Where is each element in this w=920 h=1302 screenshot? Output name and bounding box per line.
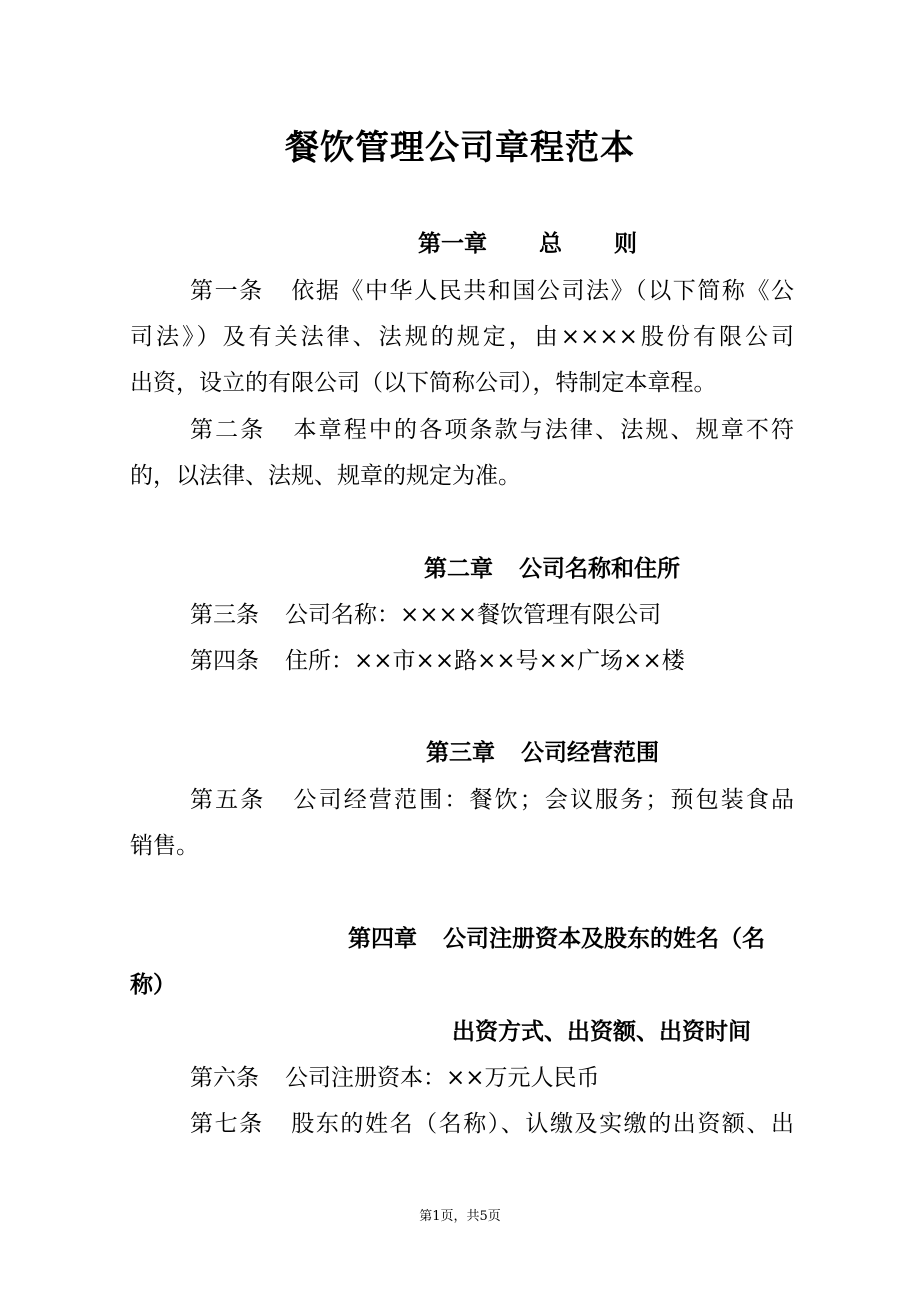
chapter-1-heading — [418, 227, 637, 261]
article-4-text: 住所：××市××路××号××广场××楼 — [285, 648, 685, 674]
chapter-3-number: 第三章 — [426, 740, 495, 766]
article-7-label: 第七条 — [190, 1111, 264, 1137]
chapter-4-heading-line-1 — [348, 922, 765, 956]
article-1-line-1 — [190, 274, 794, 308]
article-6 — [190, 1061, 794, 1095]
chapter-1-title-part-b: 则 — [614, 231, 637, 257]
page-footer: 第1页，共5页 — [419, 1209, 501, 1224]
article-6-label: 第六条 — [190, 1065, 259, 1091]
chapter-1-title-part-a: 总 — [539, 231, 562, 257]
chapter-4-subheading: 出资方式、出资额、出资时间 — [452, 1019, 751, 1045]
article-2-line-1 — [190, 413, 794, 447]
article-1-line-2: 司法》）及有关法律、法规的规定，由××××股份有限公司 — [130, 324, 794, 350]
article-4 — [190, 644, 794, 678]
article-7-line-1 — [190, 1107, 794, 1141]
article-1-line-3: 出资，设立的有限公司（以下简称公司），特制定本章程。 — [130, 370, 717, 396]
article-5-label: 第五条 — [190, 787, 266, 813]
article-1-label: 第一条 — [190, 278, 264, 304]
article-1-text-1: 依据《中华人民共和国公司法》（以下简称《公 — [289, 278, 794, 304]
article-3-label: 第三条 — [190, 602, 259, 628]
article-5-text-1: 公司经营范围：餐饮；会议服务；预包装食品 — [291, 787, 794, 813]
chapter-2-title: 公司名称和住所 — [519, 556, 680, 582]
chapter-1-number: 第一章 — [418, 231, 487, 257]
article-6-text: 公司注册资本：××万元人民币 — [285, 1065, 600, 1091]
chapter-3-heading — [426, 736, 659, 770]
article-7-text-1: 股东的姓名（名称）、认缴及实缴的出资额、出 — [289, 1111, 794, 1137]
article-3 — [190, 598, 794, 632]
article-3-text: 公司名称：××××餐饮管理有限公司 — [285, 602, 662, 628]
chapter-4-number: 第四章 — [348, 926, 417, 952]
chapter-4-heading-line-2: 称） — [130, 972, 176, 998]
article-2-line-2: 的，以法律、法规、规章的规定为准。 — [130, 463, 521, 489]
article-5-line-1 — [190, 783, 794, 817]
chapter-2-number: 第二章 — [424, 556, 493, 582]
article-2-label: 第二条 — [190, 417, 266, 443]
article-5-line-2: 销售。 — [130, 833, 199, 859]
article-4-label: 第四条 — [190, 648, 259, 674]
document-title: 餐饮管理公司章程范本 — [285, 128, 635, 168]
chapter-3-title: 公司经营范围 — [521, 740, 659, 766]
article-2-text-1: 本章程中的各项条款与法律、法规、规章不符 — [291, 417, 794, 443]
chapter-4-title-1: 公司注册资本及股东的姓名（名 — [443, 926, 765, 952]
chapter-2-heading — [424, 552, 680, 586]
